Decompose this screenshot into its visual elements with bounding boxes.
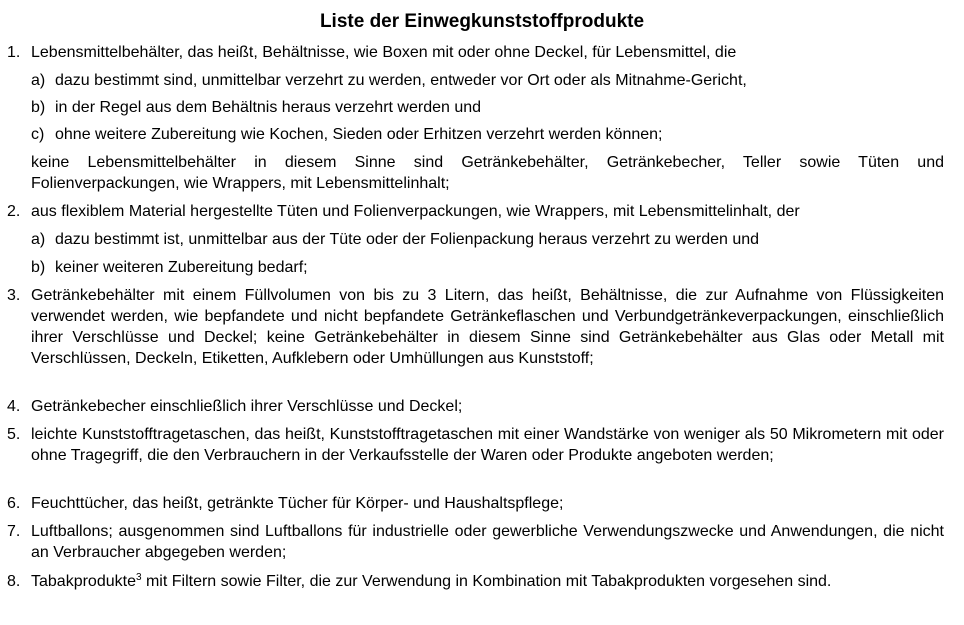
sub-item-text: dazu bestimmt sind, unmittelbar verzehrt zu werden, entweder vor Ort oder als Mitnahme-Gericht, [55, 72, 747, 89]
item-number: 2. [7, 203, 21, 220]
item-number: 8. [7, 573, 21, 590]
item-number: 3. [7, 287, 21, 304]
item-text [31, 493, 944, 514]
item-paragraph: keine Lebensmittelbehälter in diesem Sinne sind Getränkebehälter, Getränkebecher, Teller sowie Tüten und Folienverpackungen, wie Wrappers, mit Lebensmittelinhalt; [31, 154, 944, 192]
item-text [31, 42, 944, 63]
item-text [31, 424, 944, 466]
item-text [31, 285, 944, 369]
sub-item-1c [31, 124, 944, 145]
sub-item-letter: a) [31, 72, 46, 89]
item-paragraph: Getränkebecher einschließlich ihrer Verschlüsse und Deckel; [31, 398, 463, 415]
item-number: 5. [7, 426, 21, 443]
sub-item-2a [31, 229, 944, 250]
sub-item-letter: b) [31, 99, 46, 116]
document-title: Liste der Einwegkunststoffprodukte [319, 11, 645, 32]
item-paragraph: Lebensmittelbehälter, das heißt, Behältnisse, wie Boxen mit oder ohne Deckel, für Lebensmittel, die [31, 44, 737, 61]
item-paragraph: Getränkebehälter mit einem Füllvolumen von bis zu 3 Litern, das heißt, Behältnisse, die zur Aufnahme von Flüssigkeiten verwendet werden, wie bepfandete und nicht bepfandete Getränkeflaschen und Verbundgetränkeverpackungen, einschließlich ihrer Verschlüsse und Deckel; keine Getränkebehälter in diesem Sinne sind Getränkebehälter aus Glas oder Metall mit Verschlüssen, Deckeln, Etiketten, Aufklebern oder Umhüllungen aus Kunststoff; [31, 287, 944, 367]
sub-item-letter: b) [31, 259, 46, 276]
item-paragraph: leichte Kunststofftragetaschen, das heißt, Kunststofftragetaschen mit einer Wandstärke von weniger als 50 Mikrometern mit oder ohne Tragegriff, die den Verbrauchern in der Verkaufsstelle der Waren oder Produkte angeboten werden; [31, 426, 944, 464]
sub-item-letter: c) [31, 126, 45, 143]
item-text-end: mit Filtern sowie Filter, die zur Verwendung in Kombination mit Tabakprodukten vorgesehen sind. [141, 573, 832, 590]
sub-item-1b [31, 97, 944, 118]
footnote-reference[interactable]: 3 [135, 572, 142, 583]
item-number: 1. [7, 44, 21, 61]
sub-item-text: in der Regel aus dem Behältnis heraus verzehrt werden und [55, 99, 482, 116]
item-text [31, 201, 944, 222]
item-text [31, 396, 944, 417]
item-number: 6. [7, 495, 21, 512]
item-text-start: Tabakprodukte [31, 573, 136, 590]
item-paragraph: aus flexiblem Material hergestellte Tüten und Folienverpackungen, wie Wrappers, mit Lebensmittelinhalt, der [31, 203, 800, 220]
item-number: 4. [7, 398, 21, 415]
item-text [31, 571, 944, 592]
item-closing-text [31, 152, 944, 194]
item-paragraph: Feuchttücher, das heißt, getränkte Tücher für Körper- und Haushaltspflege; [31, 495, 564, 512]
sub-item-text: dazu bestimmt ist, unmittelbar aus der Tüte oder der Folienpackung heraus verzehrt zu werden und [55, 231, 760, 248]
sub-item-text: ohne weitere Zubereitung wie Kochen, Sieden oder Erhitzen verzehrt werden können; [55, 126, 663, 143]
sub-item-text: keiner weiteren Zubereitung bedarf; [55, 259, 308, 276]
sub-item-2b [31, 257, 944, 278]
sub-item-letter: a) [31, 231, 46, 248]
sub-item-1a [31, 70, 944, 91]
item-text [31, 521, 944, 563]
item-paragraph: Luftballons; ausgenommen sind Luftballons für industrielle oder gewerbliche Verwendungszwecke und Anwendungen, die nicht an Verbraucher abgegeben werden; [31, 523, 944, 561]
item-number: 7. [7, 523, 21, 540]
item-paragraph [31, 571, 944, 592]
